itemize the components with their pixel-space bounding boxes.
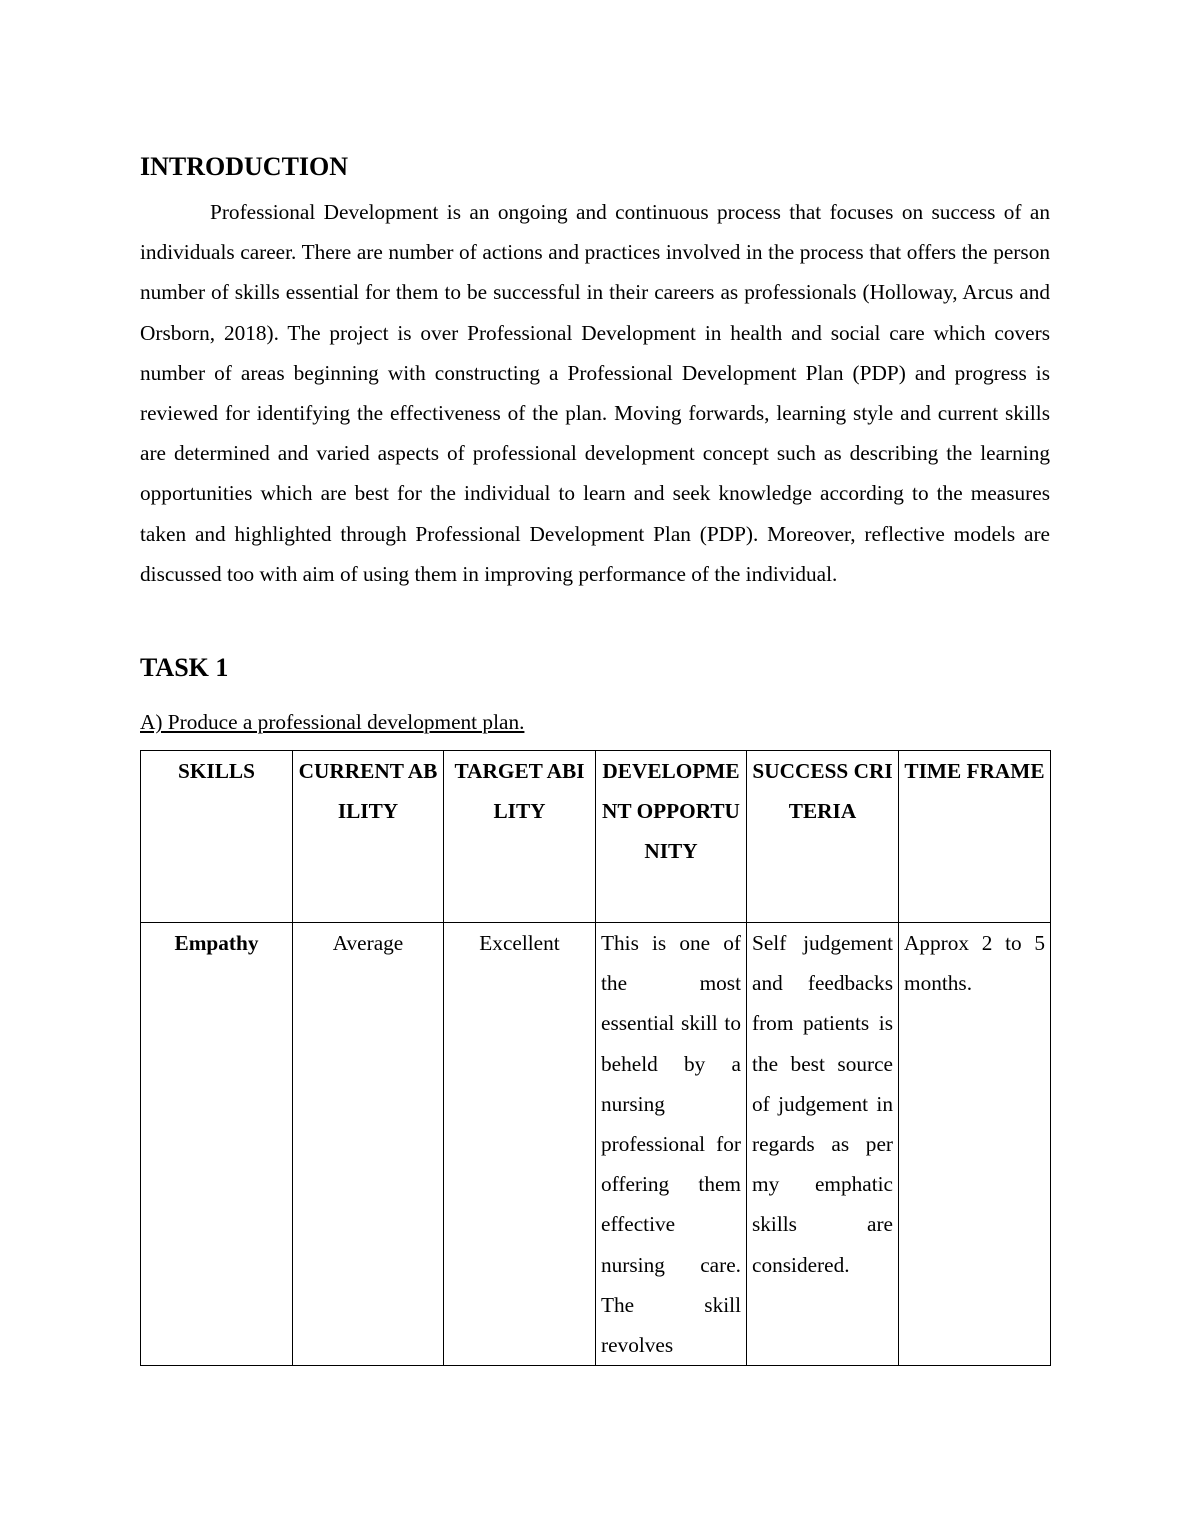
cell-development-opportunity: This is one of the most essential skill to beheld by a nursing professional for offering them effective nursing care. The skill revolves [596, 923, 747, 1366]
task-subheading: A) Produce a professional development plan. [140, 710, 525, 734]
cell-skill: Empathy [141, 923, 293, 1366]
header-skills: SKILLS [141, 751, 293, 923]
cell-current-ability: Average [293, 923, 444, 1366]
header-success-criteria: SUCCESS CRITERIA [747, 751, 899, 923]
development-plan-table [140, 750, 1051, 1366]
introduction-heading: INTRODUCTION [140, 152, 349, 181]
table-row [141, 923, 1051, 1366]
cell-target-ability: Excellent [444, 923, 596, 1366]
introduction-paragraph: Professional Development is an ongoing and continuous process that focuses on success of an individuals career. There are number of actions and practices involved in the process that offers the person number of skills essential for them to be successful in their careers as professionals (Holloway, Arcus and Orsborn, 2018). The project is over Professional Development in health and social care which covers number of areas beginning with constructing a Professional Development Plan (PDP) and progress is reviewed for identifying the effectiveness of the plan. Moving forwards, learning style and current skills are determined and varied aspects of professional development concept such as describing the learning opportunities which are best for the individual to learn and seek knowledge according to the measures taken and highlighted through Professional Development Plan (PDP). Moreover, reflective models are discussed too with aim of using them in improving performance of the individual. [140, 200, 1050, 586]
header-current-ability: CURRENT ABILITY [293, 751, 444, 923]
header-target-ability: TARGET ABILITY [444, 751, 596, 923]
table-header-row [141, 751, 1051, 923]
header-time-frame: TIME FRAME [899, 751, 1051, 923]
header-development-opportunity: DEVELOPMENT OPPORTUNITY [596, 751, 747, 923]
cell-time-frame: Approx 2 to 5 months. [899, 923, 1051, 1366]
cell-success-criteria: Self judgement and feedbacks from patients is the best source of judgement in regards as per my emphatic skills are considered. [747, 923, 899, 1366]
task-heading: TASK 1 [140, 653, 229, 682]
